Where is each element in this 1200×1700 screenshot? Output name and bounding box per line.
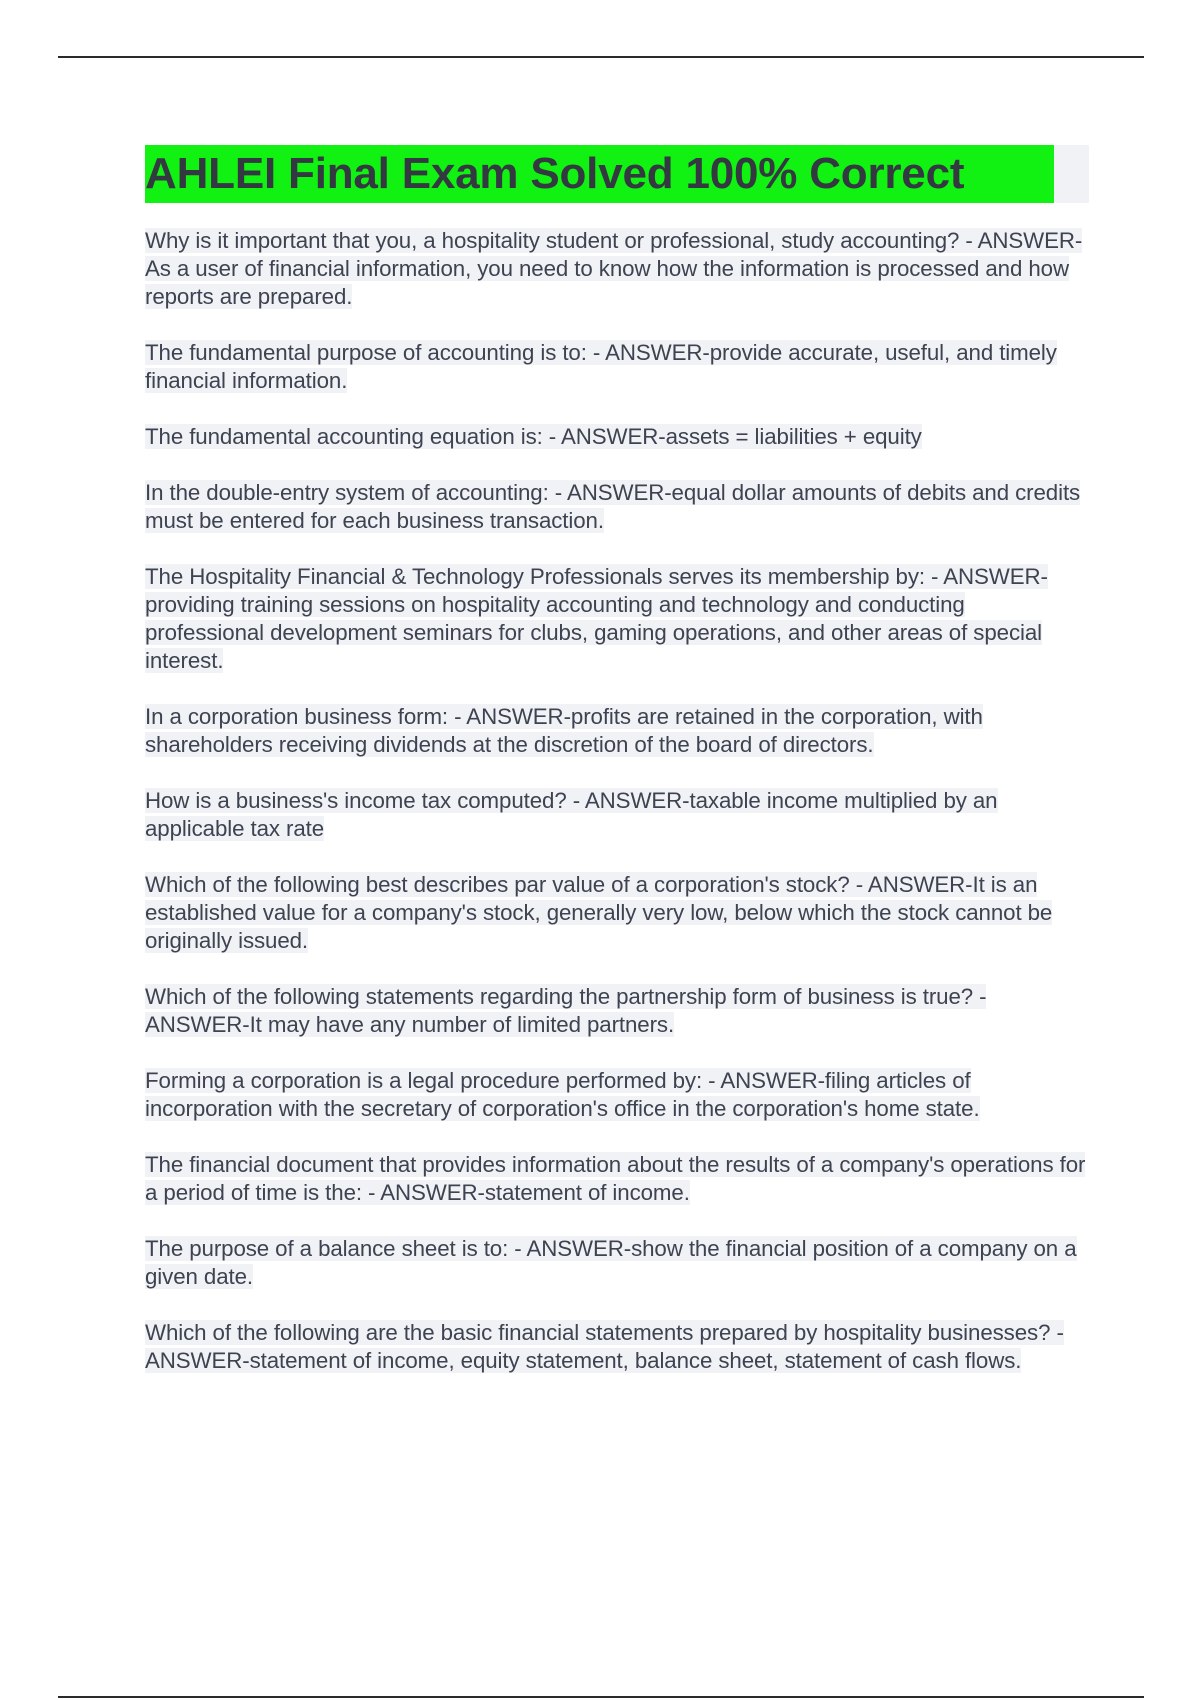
qa-item — [145, 423, 1089, 451]
qa-item — [145, 1067, 1089, 1123]
qa-item — [145, 563, 1089, 675]
qa-item — [145, 1235, 1089, 1291]
qa-item — [145, 703, 1089, 759]
qa-text: In a corporation business form: - ANSWER-profits are retained in the corporation, with shareholders receiving dividends at the discretion of the board of directors. — [145, 704, 983, 757]
qa-text: The fundamental accounting equation is: - ANSWER-assets = liabilities + equity — [145, 424, 922, 449]
qa-item — [145, 1151, 1089, 1207]
qa-text: The fundamental purpose of accounting is to: - ANSWER-provide accurate, useful, and timely financial information. — [145, 340, 1057, 393]
qa-item — [145, 871, 1089, 955]
qa-text: Why is it important that you, a hospitality student or professional, study accounting? - ANSWER-As a user of financial information, you need to know how the information is processed and how reports are prepared. — [145, 228, 1083, 309]
qa-text: In the double-entry system of accounting: - ANSWER-equal dollar amounts of debits and credits must be entered for each business transaction. — [145, 480, 1081, 533]
qa-item — [145, 227, 1089, 311]
qa-text: Which of the following statements regarding the partnership form of business is true? - ANSWER-It may have any number of limited partners. — [145, 984, 987, 1037]
qa-text: Forming a corporation is a legal procedure performed by: - ANSWER-filing articles of incorporation with the secretary of corporation's office in the corporation's home state. — [145, 1068, 980, 1121]
document-title: AHLEI Final Exam Solved 100% Correct — [145, 145, 1054, 203]
qa-list — [145, 227, 1089, 1403]
title-block — [145, 145, 1089, 203]
qa-item — [145, 339, 1089, 395]
qa-text: The purpose of a balance sheet is to: - ANSWER-show the financial position of a company on a given date. — [145, 1236, 1077, 1289]
qa-text: The Hospitality Financial & Technology Professionals serves its membership by: - ANSWER-providing training sessions on hospitality accounting and technology and conducting professional development seminars for clubs, gaming operations, and other areas of special interest. — [145, 564, 1048, 673]
qa-item — [145, 479, 1089, 535]
qa-item — [145, 983, 1089, 1039]
qa-item — [145, 1319, 1089, 1375]
header-rule — [58, 56, 1144, 58]
footer-rule — [58, 1696, 1144, 1698]
qa-text: The financial document that provides information about the results of a company's operations for a period of time is the: - ANSWER-statement of income. — [145, 1152, 1086, 1205]
qa-text: Which of the following are the basic financial statements prepared by hospitality businesses? - ANSWER-statement of income, equity statement, balance sheet, statement of cash flows. — [145, 1320, 1064, 1373]
qa-text: Which of the following best describes par value of a corporation's stock? - ANSWER-It is an established value for a company's stock, generally very low, below which the stock cannot be originally issued. — [145, 872, 1053, 953]
qa-item — [145, 787, 1089, 843]
qa-text: How is a business's income tax computed? - ANSWER-taxable income multiplied by an applicable tax rate — [145, 788, 998, 841]
